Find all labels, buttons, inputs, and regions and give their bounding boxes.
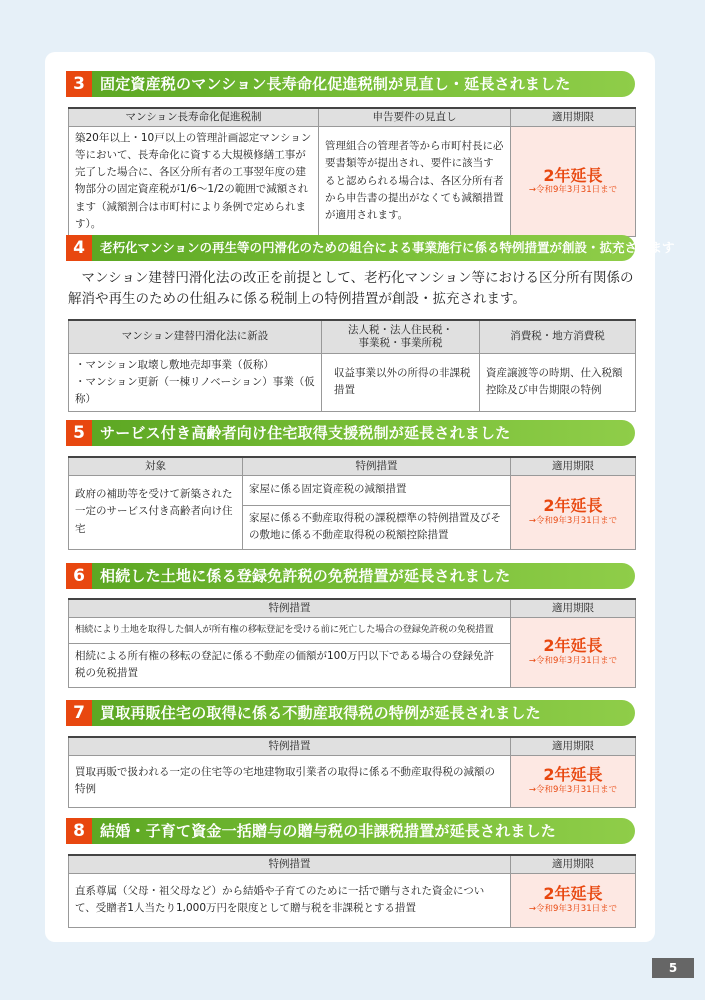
s5-header-target: 対象 [69, 457, 243, 475]
s6-limit-cell [511, 617, 636, 687]
s7-limit-cell [511, 755, 636, 807]
section-7-header [66, 700, 635, 726]
s3-header-program: マンション長寿命化促進税制 [69, 108, 319, 126]
section-3-header [66, 71, 635, 97]
section-7-table [68, 736, 636, 808]
s6-header-limit: 適用期限 [511, 599, 636, 617]
s8-header-limit: 適用期限 [511, 855, 636, 873]
s5-limit-main: 2年延長 [543, 496, 603, 516]
s7-measure: 買取再販で扱われる一定の住宅等の宅地建物取引業者の取得に係る不動産取得税の減額の特例 [69, 755, 511, 807]
section-7-title: 買取再販住宅の取得に係る不動産取得税の特例が延長されました [100, 704, 541, 722]
section-4-title: 老朽化マンションの再生等の円滑化のための組合による事業施行に係る特例措置が創設・拡充されます [100, 240, 675, 255]
s4-law-item-1: ・マンション取壊し敷地売却事業（仮称） [75, 358, 275, 371]
s6-header-measure: 特例措置 [69, 599, 511, 617]
s4-consumption-tax-text: 資産譲渡等の時期、仕入税額控除及び申告期限の特例 [480, 353, 636, 412]
s4-law-item-2: ・マンション更新（一棟リノベーション）事業（仮称） [75, 375, 315, 406]
s4-header-consumption-tax: 消費税・地方消費税 [480, 320, 636, 353]
s7-header-measure: 特例措置 [69, 737, 511, 755]
section-4-header [66, 235, 675, 261]
s3-header-requirement: 申告要件の見直し [319, 108, 511, 126]
section-8-number: 8 [66, 818, 92, 844]
section-3-title: 固定資産税のマンション長寿命化促進税制が見直し・延長されました [100, 75, 571, 93]
section-5-header [66, 420, 635, 446]
section-5-table [68, 456, 636, 550]
s3-limit-main: 2年延長 [543, 165, 603, 185]
section-6-header [66, 563, 635, 589]
s8-limit-sub: →令和9年3月31日まで [528, 903, 618, 914]
section-5-number: 5 [66, 420, 92, 446]
s4-header-corporate-line1: 法人税・法人住民税・ [348, 323, 453, 336]
s7-limit-main: 2年延長 [543, 765, 603, 785]
s5-measure-1: 家屋に係る固定資産税の減額措置 [243, 475, 511, 505]
s4-header-corporate-tax [322, 320, 480, 353]
section-3-table [68, 107, 636, 237]
section-6-number: 6 [66, 563, 92, 589]
s8-header-measure: 特例措置 [69, 855, 511, 873]
section-4-intro: マンション建替円滑化法の改正を前提として、老朽化マンション等における区分所有関係の解消や再生のための仕組みに係る税制上の特例措置が創設・拡充されます。 [68, 270, 634, 307]
page-number: 5 [652, 958, 694, 978]
s3-limit-sub: →令和9年3月31日まで [528, 185, 618, 196]
s3-requirement-text: 管理組合の管理者等から市町村長に必要書類等が提出され、要件に該当すると認められる場合は、各区分所有者から申告書の提出がなくても減額措置が適用されます。 [319, 126, 511, 237]
s8-limit-main: 2年延長 [543, 884, 603, 904]
s3-program-text: 築20年以上・10戸以上の管理計画認定マンション等において、長寿命化に資する大規模修繕工事が完了した場合に、各区分所有者の工事翌年度の建物部分の固定資産税が1/6～1/2の範囲で減額されます（減額割合は市町村により条例で定められます）。 [69, 126, 319, 237]
section-8-header [66, 818, 635, 844]
s6-limit-sub: →令和9年3月31日まで [528, 655, 618, 666]
s4-law-cell [69, 353, 322, 412]
section-4-number: 4 [66, 235, 92, 261]
section-3-number: 3 [66, 71, 92, 97]
s6-measure-1: 相続により土地を取得した個人が所有権の移転登記を受ける前に死亡した場合の登録免許税の免税措置 [69, 617, 511, 643]
s5-header-limit: 適用期限 [511, 457, 636, 475]
s5-header-measure: 特例措置 [243, 457, 511, 475]
s7-limit-sub: →令和9年3月31日まで [528, 784, 618, 795]
s3-header-limit: 適用期限 [511, 108, 636, 126]
s7-header-limit: 適用期限 [511, 737, 636, 755]
s6-measure-2: 相続による所有権の移転の登記に係る不動産の価額が100万円以下である場合の登録免許税の免税措置 [69, 643, 511, 687]
s8-measure: 直系尊属（父母・祖父母など）から結婚や子育てのために一括で贈与された資金について、受贈者1人当たり1,000万円を限度として贈与税を非課税とする措置 [69, 873, 511, 927]
s4-header-law: マンション建替円滑化法に新設 [69, 320, 322, 353]
section-8-table [68, 854, 636, 928]
s5-measure-2: 家屋に係る不動産取得税の課税標準の特例措置及びその敷地に係る不動産取得税の税額控除措置 [243, 505, 511, 549]
section-6-table [68, 598, 636, 688]
s5-limit-sub: →令和9年3月31日まで [528, 515, 618, 526]
s3-limit-cell [511, 126, 636, 237]
section-5-title: サービス付き高齢者向け住宅取得支援税制が延長されました [100, 424, 511, 442]
section-6-title: 相続した土地に係る登録免許税の免税措置が延長されました [100, 567, 511, 585]
section-7-number: 7 [66, 700, 92, 726]
s4-corporate-tax-text: 収益事業以外の所得の非課税措置 [322, 353, 480, 412]
s8-limit-cell [511, 873, 636, 927]
s6-limit-main: 2年延長 [543, 636, 603, 656]
s5-target-text: 政府の補助等を受けて新築された一定のサービス付き高齢者向け住宅 [69, 475, 243, 549]
s4-header-corporate-line2: 事業税・事業所税 [358, 336, 443, 349]
s5-limit-cell [511, 475, 636, 549]
section-4-table [68, 319, 636, 412]
section-8-title: 結婚・子育て資金一括贈与の贈与税の非課税措置が延長されました [100, 822, 557, 840]
